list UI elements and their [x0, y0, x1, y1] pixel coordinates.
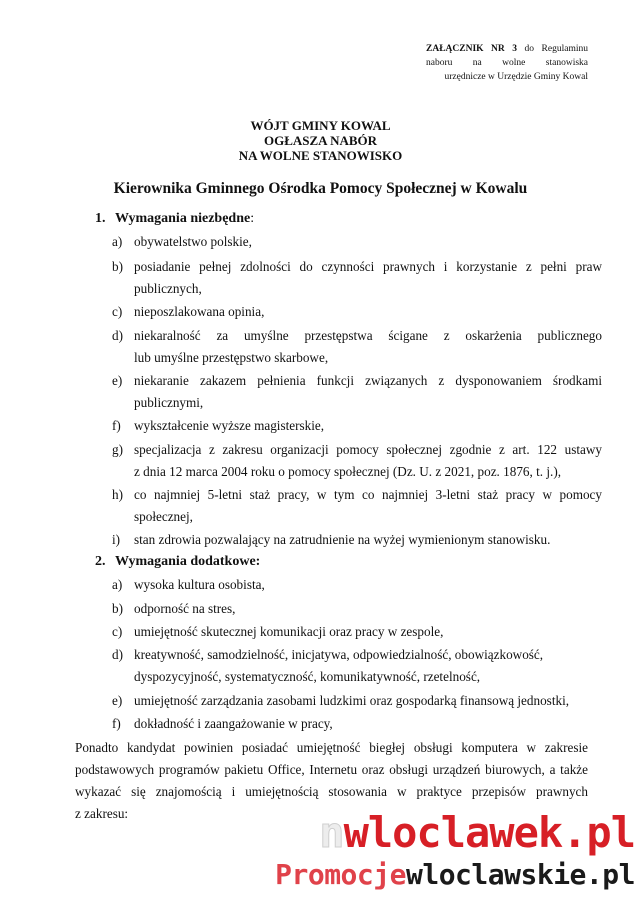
list-item-text: wykształcenie wyższe magisterskie,: [134, 418, 325, 433]
section-1-title-wrap: [115, 211, 254, 227]
list-item-letter: f): [112, 418, 121, 433]
heading-line-2: OGŁASZA NABÓR: [263, 133, 378, 148]
attachment-line-2: naboru na wolne stanowiska: [426, 58, 588, 68]
section-1-colon: :: [250, 211, 255, 226]
list-item-letter: e): [112, 693, 123, 708]
list-item-text: posiadanie pełnej zdolności do czynności prawnych i korzystanie z pełni praw: [134, 259, 602, 274]
list-item-text: co najmniej 5-letni staż pracy, w tym co najmniej 3-letni staż pracy w pomocy: [134, 487, 602, 502]
list-item-text: społecznej,: [134, 509, 193, 524]
section-2-number: 2.: [95, 554, 106, 569]
list-item-letter: a): [112, 577, 123, 592]
attachment-line-3: urzędnicze w Urzędzie Gminy Kowal: [444, 72, 588, 82]
watermark-logo-line-2: [275, 858, 635, 891]
watermark-part-n: n: [319, 808, 344, 857]
list-item-letter: i): [112, 532, 121, 547]
heading-line-1: WÓJT GMINY KOWAL: [250, 118, 391, 133]
section-1-number: 1.: [95, 211, 106, 226]
paragraph-line: podstawowych programów pakietu Office, Internetu oraz obsługi urządzeń biurowych, a także: [75, 762, 588, 777]
section-2-title: Wymagania dodatkowe:: [115, 554, 261, 569]
list-item-text: odporność na stres,: [134, 601, 236, 616]
attachment-line-1: [426, 42, 588, 56]
paragraph-line: wykazać się znajomością i umiejętnością stosowania w praktyce przepisów prawnych: [75, 784, 588, 799]
paragraph-line: Ponadto kandydat powinien posiadać umiejętność biegłej obsługi komputera w zakresie: [75, 740, 588, 755]
list-item-text: specjalizacja z zakresu organizacji pomocy społecznej zgodnie z art. 122 ustawy: [134, 442, 602, 457]
list-item-letter: a): [112, 234, 123, 249]
list-item-letter: d): [112, 328, 123, 343]
list-item-text: lub umyślne przestępstwo skarbowe,: [134, 350, 329, 365]
attachment-line-1-rest: do Regulaminu: [517, 44, 588, 54]
watermark-part-wloclawek: wloclawek.pl: [343, 808, 635, 857]
watermark-part-promocje: Promocje: [275, 858, 406, 891]
list-item-text: obywatelstwo polskie,: [134, 234, 252, 249]
list-item-letter: h): [112, 487, 123, 502]
list-item-text: kreatywność, samodzielność, inicjatywa, odpowiedzialność, obowiązkowość,: [134, 647, 544, 662]
list-item-text: z dnia 12 marca 2004 roku o pomocy społecznej (Dz. U. z 2021, poz. 1876, t. j.),: [134, 464, 562, 479]
heading-line-3: NA WOLNE STANOWISKO: [238, 148, 403, 163]
list-item-letter: g): [112, 442, 123, 457]
list-item-letter: e): [112, 373, 123, 388]
watermark-logo-line-1: [319, 808, 635, 857]
attachment-note: [426, 42, 588, 84]
list-item-letter: d): [112, 647, 123, 662]
list-item-text: dokładność i zaangażowanie w pracy,: [134, 716, 333, 731]
list-item-letter: c): [112, 624, 123, 639]
attachment-label: ZAŁĄCZNIK NR 3: [426, 44, 518, 54]
list-item-letter: b): [112, 601, 123, 616]
list-item-text: niekaranie zakazem pełnienia funkcji związanych z dysponowaniem środkami: [134, 373, 602, 388]
list-item-text: publicznymi,: [134, 395, 204, 410]
list-item-letter: f): [112, 716, 121, 731]
list-item-text: nieposzlakowana opinia,: [134, 304, 265, 319]
list-item-text: umiejętność zarządzania zasobami ludzkimi oraz gospodarką finansową jednostki,: [134, 693, 570, 708]
position-title: Kierownika Gminnego Ośrodka Pomocy Społecznej w Kowalu: [113, 180, 528, 197]
list-item-letter: b): [112, 259, 123, 274]
list-item-letter: c): [112, 304, 123, 319]
list-item-text: dyspozycyjność, systematyczność, komunikatywność, rzetelność,: [134, 669, 481, 684]
section-1-title: Wymagania niezbędne: [115, 211, 251, 226]
list-item-text: umiejętność skutecznej komunikacji oraz pracy w zespole,: [134, 624, 444, 639]
watermark-part-wloclawskie: wloclawskie.pl: [405, 858, 635, 891]
list-item-text: publicznych,: [134, 281, 202, 296]
list-item-text: wysoka kultura osobista,: [134, 577, 265, 592]
list-item-text: stan zdrowia pozwalający na zatrudnienie na wyżej wymienionym stanowisku.: [134, 532, 551, 547]
paragraph-line: z zakresu:: [75, 806, 129, 821]
list-item-text: niekaralność za umyślne przestępstwa ścigane z oskarżenia publicznego: [134, 328, 602, 343]
